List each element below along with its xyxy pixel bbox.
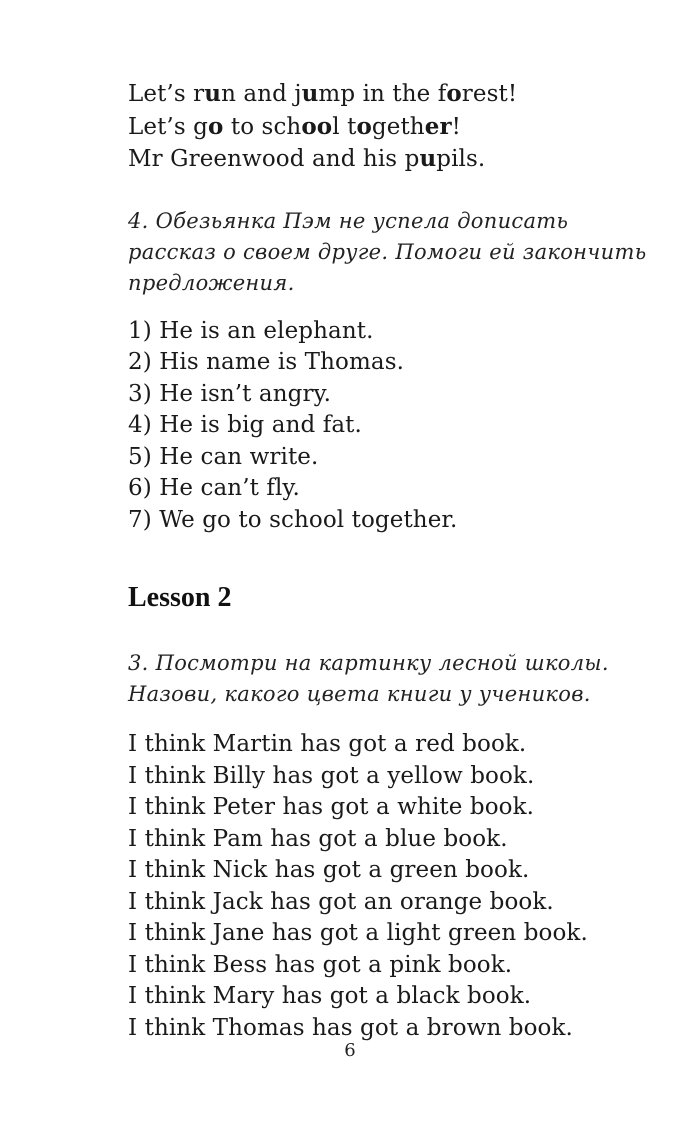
- answer-list-4: [128, 316, 668, 537]
- answer-list-3: [128, 729, 668, 1044]
- page-number: 6: [344, 1040, 356, 1061]
- list-item: I think Jack has got an orange book.: [128, 888, 554, 915]
- list-item: I think Nick has got a green book.: [128, 857, 530, 883]
- task-4-instruction: 4. Обезьянка Пэм не успела дописать рассказ о своем друге. Помоги ей закончить предложения.: [128, 208, 647, 295]
- list-item: I think Bess has got a pink book.: [128, 951, 513, 978]
- poem-block: [128, 78, 668, 176]
- list-item: I think Billy has got a yellow book.: [128, 762, 535, 789]
- lesson-heading: Lesson 2: [128, 582, 232, 613]
- list-item: I think Jane has got a light green book.: [128, 920, 588, 946]
- list-item: 7) We go to school together.: [128, 506, 458, 533]
- list-item: 4) He is big and fat.: [128, 412, 362, 438]
- list-item: I think Thomas has got a brown book.: [128, 1014, 573, 1041]
- list-item: I think Pam has got a blue book.: [128, 825, 508, 852]
- list-item: 6) He can’t fly.: [128, 475, 300, 501]
- list-item: 5) He can write.: [128, 443, 319, 470]
- poem-line: Let’s run and jump in the forest!: [128, 80, 518, 107]
- page-content: [128, 78, 668, 1044]
- poem-line: Let’s go to school together!: [128, 112, 462, 140]
- list-item: 2) His name is Thomas.: [128, 349, 405, 375]
- list-item: I think Mary has got a black book.: [128, 983, 532, 1009]
- list-item: 1) He is an elephant.: [128, 317, 374, 344]
- task-3-instruction: 3. Посмотри на картинку лесной школы. Назови, какого цвета книги у учеников.: [128, 651, 609, 706]
- list-item: I think Martin has got a red book.: [128, 731, 527, 757]
- poem-line: Mr Greenwood and his pupils.: [128, 145, 486, 172]
- list-item: 3) He isn’t angry.: [128, 380, 332, 407]
- list-item: I think Peter has got a white book.: [128, 794, 535, 820]
